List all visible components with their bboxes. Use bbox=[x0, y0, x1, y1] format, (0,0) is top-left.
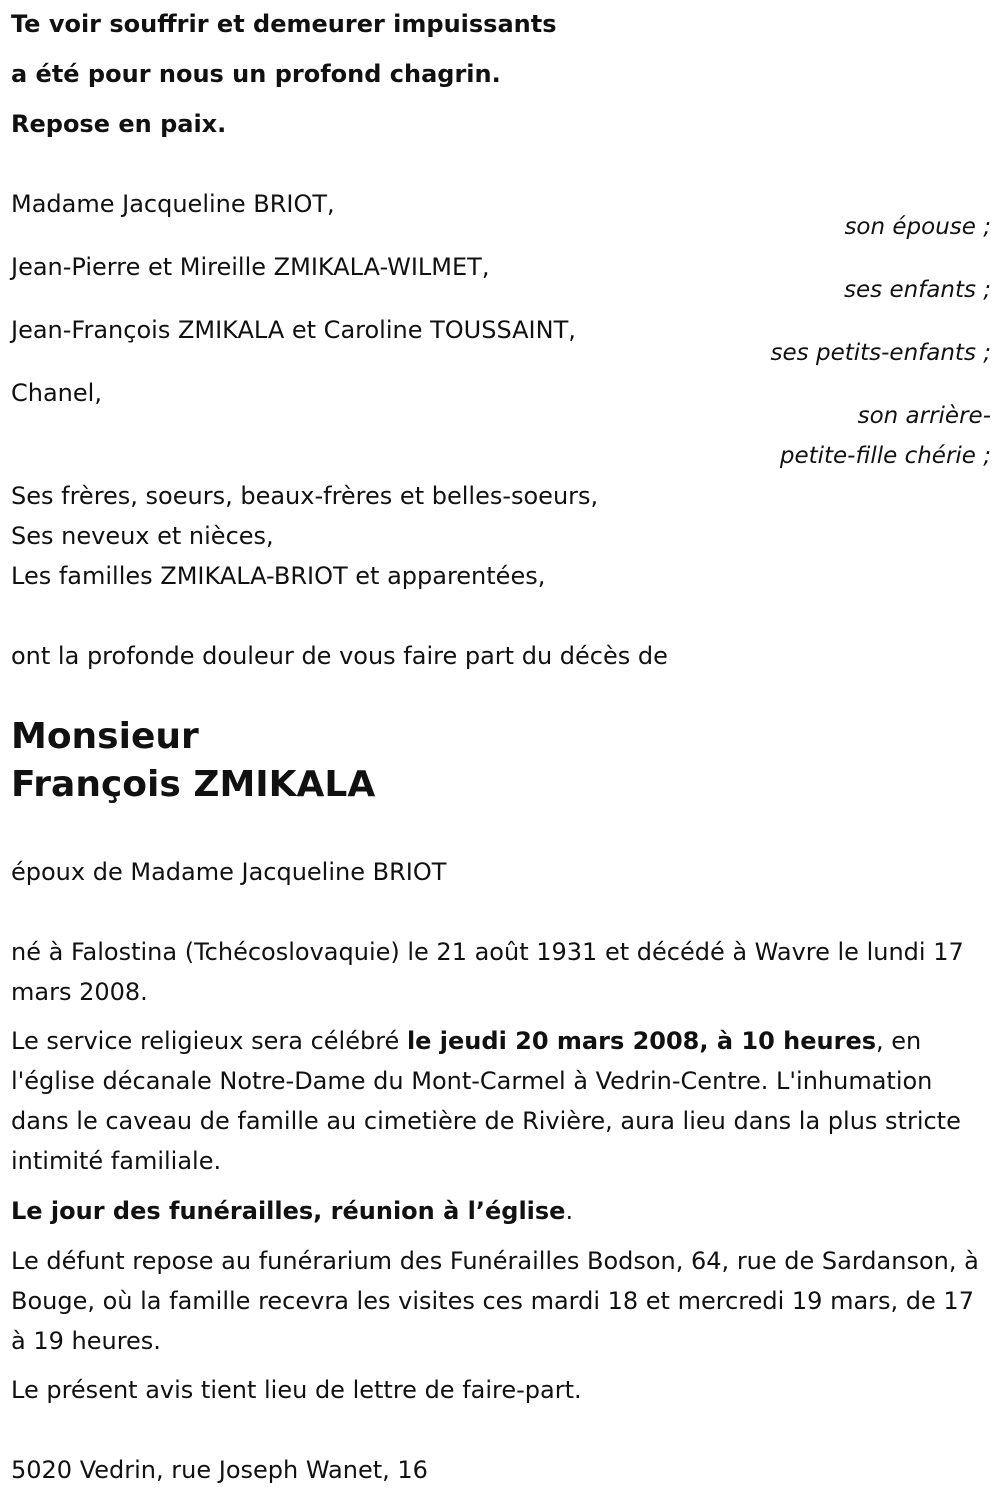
address-line: 5020 Vedrin, rue Joseph Wanet, 16 bbox=[11, 1456, 428, 1484]
relatives-line-2: Ses neveux et nièces, bbox=[11, 522, 274, 550]
service-date-bold: le jeudi 20 mars 2008, à 10 heures bbox=[406, 1027, 877, 1055]
deceased-title: Monsieur bbox=[11, 716, 199, 757]
birth-death-paragraph: né à Falostina (Tchécoslovaquie) le 21 août 1931 et décédé à Wavre le lundi 17 mars 2008. bbox=[11, 938, 964, 1006]
verse-line-1: Te voir souffrir et demeurer impuissants bbox=[11, 10, 557, 38]
meeting-paragraph bbox=[11, 1191, 986, 1231]
verse-line-3: Repose en paix. bbox=[11, 110, 227, 138]
service-text-after: , en l'église décanale Notre-Dame du Mont-Carmel à Vedrin-Centre. L'inhumation dans le caveau de famille au cimetière de Rivière, aura lieu dans la plus stricte intimité familiale. bbox=[11, 1027, 961, 1175]
service-text-before: Le service religieux sera célébré bbox=[11, 1027, 407, 1055]
service-paragraph bbox=[11, 1021, 986, 1181]
family-role-children: ses enfants ; bbox=[844, 277, 991, 303]
verse-line-2: a été pour nous un profond chagrin. bbox=[11, 60, 501, 88]
visitation-paragraph: Le défunt repose au funérarium des Funérailles Bodson, 64, rue de Sardanson, à Bouge, où la famille recevra les visites ces mardi 18 et mercredi 19 mars, de 17 à 19 heures. bbox=[11, 1247, 979, 1355]
announcement-line: ont la profonde douleur de vous faire part du décès de bbox=[11, 642, 668, 670]
deceased-name: François ZMIKALA bbox=[11, 764, 376, 805]
family-role-spouse: son épouse ; bbox=[844, 214, 991, 240]
family-name-children: Jean-Pierre et Mireille ZMIKALA-WILMET, bbox=[11, 253, 490, 281]
meeting-after: . bbox=[565, 1197, 574, 1225]
family-role-great-grandchild-line-1: son arrière- bbox=[857, 403, 991, 429]
notice-paragraph: Le présent avis tient lieu de lettre de faire-part. bbox=[11, 1376, 582, 1404]
family-name-grandchildren: Jean-François ZMIKALA et Caroline TOUSSAINT, bbox=[11, 316, 576, 344]
family-name-great-grandchild: Chanel, bbox=[11, 379, 102, 407]
family-role-great-grandchild-line-2: petite-fille chérie ; bbox=[779, 443, 991, 469]
relatives-line-3: Les familles ZMIKALA-BRIOT et apparentées, bbox=[11, 562, 546, 590]
meeting-bold: Le jour des funérailles, réunion à l’église bbox=[11, 1197, 566, 1225]
family-name-spouse: Madame Jacqueline BRIOT, bbox=[11, 190, 335, 218]
family-role-grandchildren: ses petits-enfants ; bbox=[770, 340, 991, 366]
spouse-line: époux de Madame Jacqueline BRIOT bbox=[11, 858, 447, 886]
relatives-line-1: Ses frères, soeurs, beaux-frères et belles-soeurs, bbox=[11, 482, 599, 510]
